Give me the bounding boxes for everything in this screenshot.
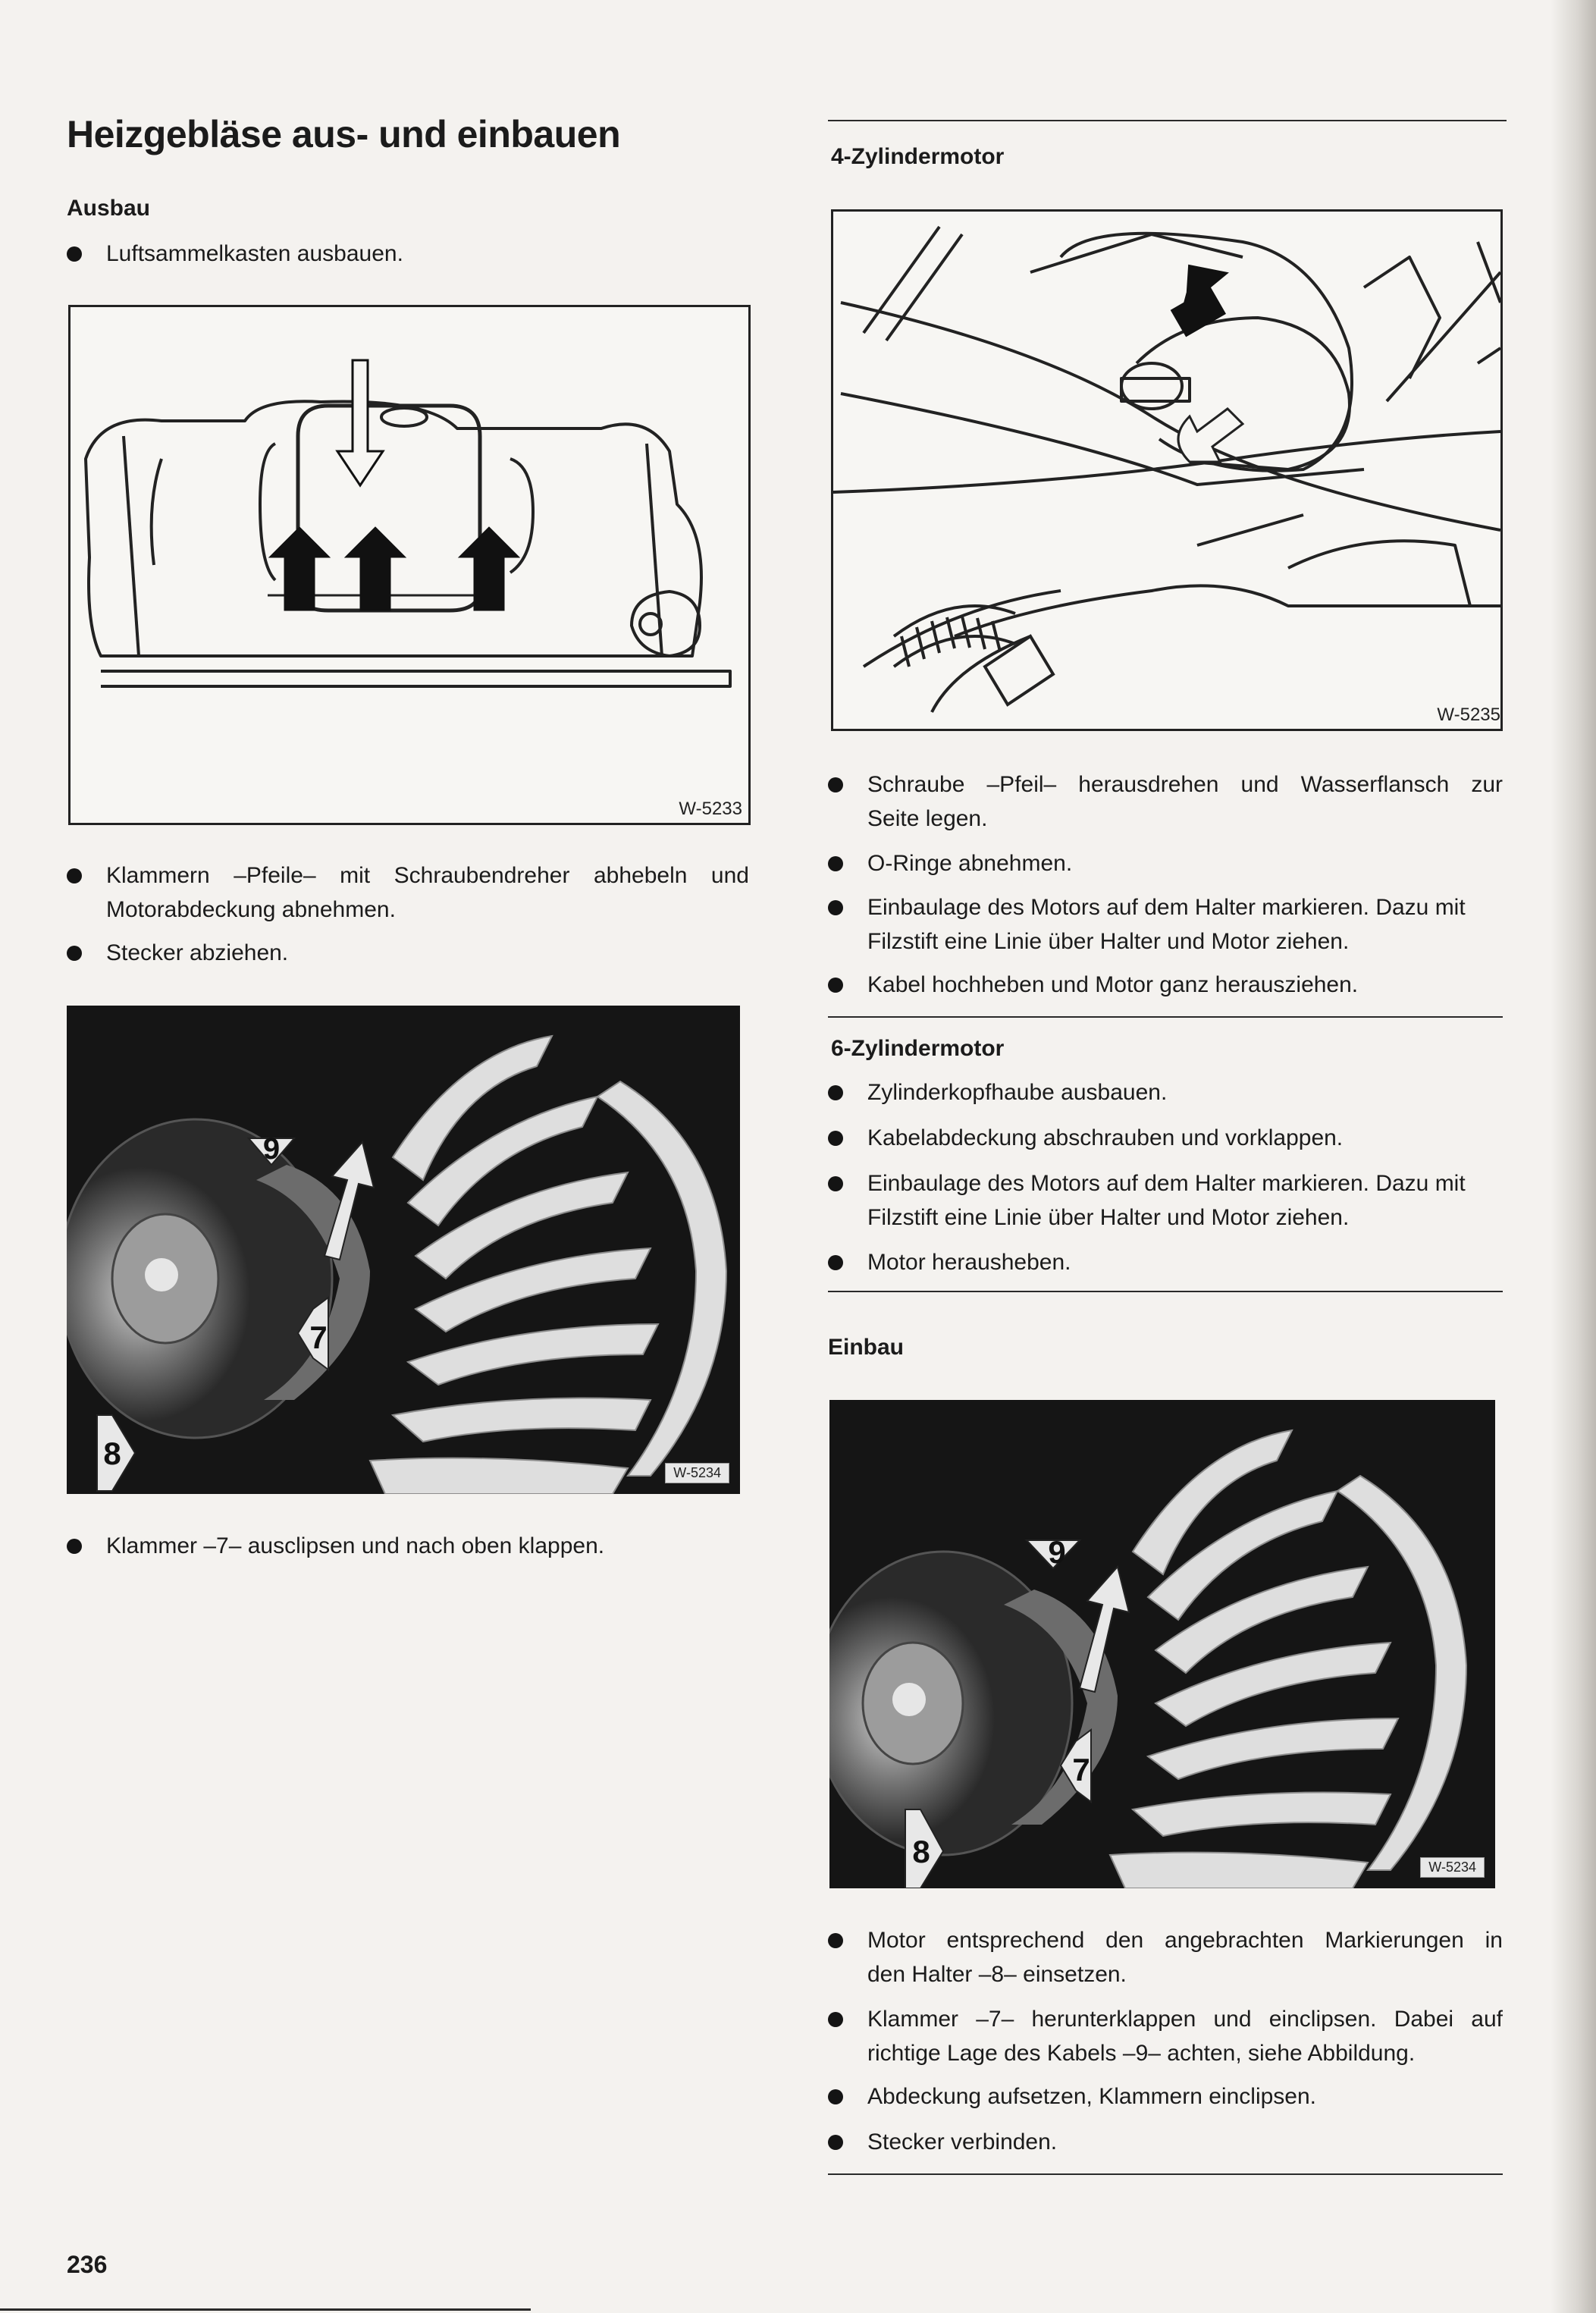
heading-6-zylindermotor: 6-Zylindermotor [831,1036,1005,1061]
step-text: Abdeckung aufsetzen, Klammern einclipsen. [867,2084,1317,2109]
figure-label: W-5233 [679,799,742,819]
step-text-line: Seite legen. [867,806,988,831]
step-text: Klammer –7– ausclipsen und nach oben klappen. [106,1533,605,1558]
step-klammern [67,858,749,927]
step-text: O-Ringe abnehmen. [867,851,1073,876]
step-text: Stecker verbinden. [867,2129,1058,2155]
step-stecker-verbinden [828,2125,1503,2159]
step-text: Stecker abziehen. [106,940,289,965]
blower-motor-photo [67,1006,740,1494]
step-text-line: Filzstift eine Linie über Halter und Motor ziehen. [867,1205,1350,1230]
marker-7: 7 [1072,1752,1090,1787]
step-schraube-herausdrehen [828,767,1503,836]
figure-w5233 [68,305,751,825]
step-motor-einsetzen [828,1923,1503,1991]
step-einbaulage-4zyl [828,890,1503,959]
marker-9: 9 [262,1132,281,1166]
step-kabel-hochheben [828,968,1503,1002]
footer-rule [0,2308,531,2311]
ausbau-heading: Ausbau [67,196,151,221]
page-title: Heizgebläse aus- und einbauen [67,113,621,155]
step-text-line: Motor entsprechend den angebrachten Markierungen in [867,1928,1503,1953]
blower-housing-drawing [71,307,748,823]
section-rule [828,120,1507,121]
engine-bay-drawing [833,212,1500,729]
page-edge-shadow [1551,0,1596,2313]
photo-label: W-5234 [1420,1857,1485,1878]
step-text-line: Motorabdeckung abnehmen. [106,897,396,922]
figure-w5235 [831,209,1503,731]
step-zylinderkopfhaube [828,1075,1503,1109]
marker-8: 8 [912,1834,930,1869]
marker-7: 7 [309,1320,328,1355]
page-number: 236 [67,2251,108,2278]
photo-w5234-einbau [829,1400,1495,1888]
step-text: Kabelabdeckung abschrauben und vorklappen. [867,1125,1344,1150]
step-text-line: den Halter –8– einsetzen. [867,1962,1127,1987]
step-abdeckung-aufsetzen [828,2079,1503,2114]
step-text-line: Einbaulage des Motors auf dem Halter markieren. Dazu mit [867,1171,1466,1196]
section-rule [828,1016,1503,1018]
step-text-line: Filzstift eine Linie über Halter und Motor ziehen. [867,929,1350,954]
step-stecker-abziehen [67,936,749,970]
figure-label: W-5235 [1432,705,1500,726]
section-rule [828,1291,1503,1292]
step-klammer-ausclipsen [67,1529,749,1563]
step-text: Zylinderkopfhaube ausbauen. [867,1080,1168,1105]
section-rule [828,2173,1503,2175]
step-klammer-einclipsen [828,2002,1503,2070]
step-text-line: Einbaulage des Motors auf dem Halter markieren. Dazu mit [867,895,1466,920]
step-luftsammelkasten [67,237,749,271]
step-text: Kabel hochheben und Motor ganz herausziehen. [867,972,1359,997]
photo-label: W-5234 [665,1463,729,1483]
photo-w5234-ausbau [67,1006,740,1494]
step-text: Motor herausheben. [867,1250,1071,1275]
step-text-line: Klammer –7– herunterklappen und einclipsen. Dabei auf [867,2007,1503,2032]
step-motor-herausheben [828,1245,1503,1279]
step-text: Luftsammelkasten ausbauen. [106,241,403,266]
step-kabelabdeckung [828,1121,1503,1155]
step-text-line: Klammern –Pfeile– mit Schraubendreher abhebeln und [106,863,749,888]
blower-motor-photo [829,1400,1495,1888]
einbau-heading: Einbau [828,1335,905,1360]
step-einbaulage-6zyl [828,1166,1503,1235]
marker-8: 8 [103,1436,121,1471]
step-text-line: richtige Lage des Kabels –9– achten, siehe Abbildung. [867,2041,1416,2066]
step-o-ringe [828,846,1503,880]
heading-4-zylindermotor: 4-Zylindermotor [831,144,1005,169]
step-text-line: Schraube –Pfeil– herausdrehen und Wasserflansch zur [867,772,1503,797]
marker-9: 9 [1048,1534,1066,1570]
